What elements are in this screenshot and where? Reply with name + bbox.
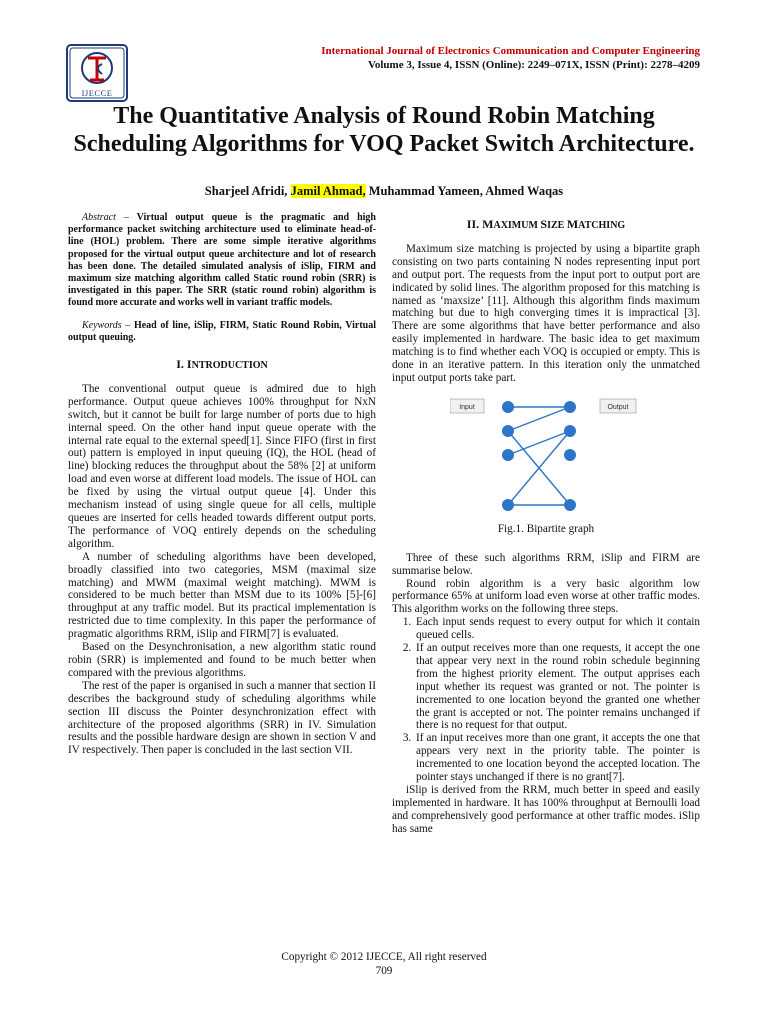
output-label: Output	[607, 403, 629, 411]
paragraph: Three of these such algorithms RRM, iSlip and FIRM are summarise below.	[392, 551, 700, 577]
author-1: Sharjeel Afridi,	[204, 184, 288, 198]
copyright: Copyright © 2012 IJECCE, All right reserved	[281, 951, 487, 963]
edge	[508, 407, 570, 431]
right-column	[392, 212, 700, 836]
input-node	[502, 401, 514, 413]
output-node	[564, 449, 576, 461]
paragraph: The rest of the paper is organised in such a manner that section II describes the background study of scheduling algorithms while section III discuss the Pointer desynchronization effect with architecture of the proposed algorithms (SRR) in IV. Simulation results and the possible hardware design are shown in section V and IV respectively. Then paper is concluded in the last section VII.	[68, 679, 376, 757]
abstract-text: Virtual output queue is the pragmatic and high performance packet switching architecture used to eliminate head-of-line (HOL) problem. There are some simple iterative algorithms proposed for the virtual output queue architecture and lot of research has been done. The detailed simulated analysis of iSlip, FIRM and maximum size matching algorithm called Static round robin (SRR) is investigated in this paper. The SRR (static round robin) algorithm is found more accurate and works well in variant traffic models.	[68, 212, 376, 309]
rrm-steps-list	[392, 616, 700, 784]
svg-text:IJECCE: IJECCE	[81, 88, 113, 98]
input-label: Input	[459, 403, 475, 411]
output-node	[564, 401, 576, 413]
paragraph: Maximum size matching is projected by using a bipartite graph consisting on two parts containing N nodes representing input port and output port. The requests from the input port to output port are indicated by solid lines. The algorithm proposed for this matching is named as ‘maxsize’ [11]. Although this algorithm finds maximum matching but due to high converging times it is impractical [3]. There are some algorithms that have better performance and also easily implemented in hardware. The basic idea to get maximum matching is to find whether each VOQ is occupied or empty. This is done in an iterative pattern. In this iteration only the unmatched input output ports take part.	[392, 242, 700, 384]
output-node	[564, 499, 576, 511]
keywords-label: Keywords –	[82, 319, 131, 331]
input-node	[502, 449, 514, 461]
volume-line: Volume 3, Issue 4, ISSN (Online): 2249–071X, ISSN (Print): 2278–4209	[367, 59, 700, 71]
input-node	[502, 425, 514, 437]
paragraph: iSlip is derived from the RRM, much better in speed and easily implemented in hardware. It has 100% throughput at Bernoulli load and comprehensively good performance at other traffic modes. iSlip has same	[392, 784, 700, 835]
author-list	[60, 184, 708, 199]
paragraph: Round robin algorithm is a very basic algorithm low performance 65% at uniform load even worse at other traffic modes. This algorithm works on the following three steps.	[392, 577, 700, 616]
paragraph: A number of scheduling algorithms have been developed, broadly classified into two categories, MSM (maximal size matching) and MWM (maximal weight matching). MWM is considered to be much better than MSM due to its 100% [5]-[6] throughput at any traffic model. But its practical implementation is restricted due to time complexity. In this paper the performance of pragmatic algorithms RRM, iSlip and FIRM[7] is evaluated.	[68, 550, 376, 641]
journal-header	[321, 44, 700, 72]
keywords-text: Head of line, iSlip, FIRM, Static Round Robin, Virtual output queuing.	[68, 319, 376, 343]
paper-title: The Quantitative Analysis of Round Robin Matching Scheduling Algorithms for VOQ Packet Switch Architecture.	[73, 103, 695, 157]
list-item: 3. If an input receives more than one grant, it accepts the one that appears very next in the priority table. The pointer is incremented to one location beyond the accepted location. The pointer stays unchanged if there is no grant[7].	[414, 732, 700, 784]
section-1-heading: I. INTRODUCTION	[176, 357, 268, 372]
list-item: 2. If an output receives more than one requests, it accept the one that appear very next in the round robin schedule beginning from the highest priority element. The output apprises each input whether its request was granted or not. The pointer is incremented to one location beyond the granted one whether the grant is accepted or not. The pointer remains unchanged if there is no request for that output.	[414, 642, 700, 732]
page-footer	[0, 950, 768, 978]
journal-logo	[66, 44, 128, 102]
input-node	[502, 499, 514, 511]
abstract	[68, 212, 376, 310]
author-3: Muhammad Yameen, Ahmed Waqas	[368, 184, 564, 198]
author-2-highlighted: Jamil Ahmad,	[290, 184, 366, 198]
bipartite-graph-figure	[450, 395, 650, 515]
paragraph: The conventional output queue is admired due to high performance. Output queue achieves 100% throughput for NxN switch, but it cannot be built for large number of ports due to high internal speed. On the other hand input queue operate with the internal rate equal to the external speed[1]. Since FIFO (first in first out) pattern is employed in input queuing (IQ), the HOL (head of line) blocking reduces the throughput about the 58% [2] at uniform load and even worse at different load models. The issue of HOL can be fixed by using the virtual output queue [4]. Under this mechanism instead of using single queue for all cells, multiple queues are inserted for cells headed towards different output ports. The performance of VOQ entirely depends on the scheduling algorithm.	[68, 382, 376, 550]
left-column	[68, 212, 376, 757]
output-node	[564, 425, 576, 437]
figure-caption: Fig.1. Bipartite graph	[497, 522, 595, 535]
journal-name: International Journal of Electronics Communication and Computer Engineering	[321, 45, 700, 57]
keywords	[68, 320, 376, 344]
abstract-label: Abstract –	[82, 212, 129, 223]
page-number: 709	[375, 965, 393, 977]
section-2-heading: II. MAXIMUM SIZE MATCHING	[466, 217, 626, 231]
list-item: 1. Each input sends request to every output for which it contain queued cells.	[414, 616, 700, 642]
paragraph: Based on the Desynchronisation, a new algorithm static round robin (SRR) is implemented and found to be much better when compared with the previous algorithms.	[68, 641, 376, 679]
